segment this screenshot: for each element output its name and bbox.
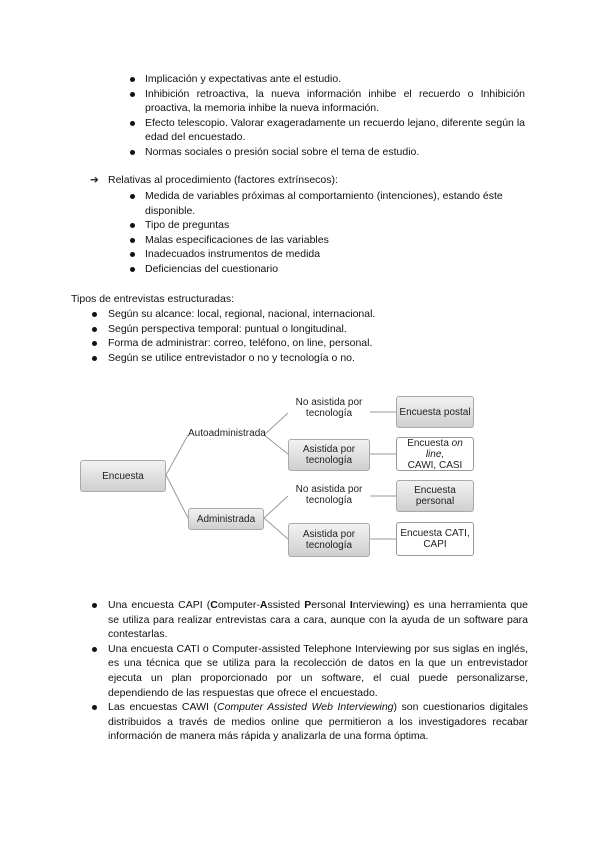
list-item: Forma de administrar: correo, teléfono, on line, personal. — [108, 336, 508, 351]
types-list — [108, 307, 508, 365]
bullet-icon — [130, 92, 135, 97]
list-item: Las encuestas CAWI (Computer Assisted Web Interviewing) son cuestionarios digitales distribuidos a través de medios online que permitieron a los investigadores recabar información de manera más rápida y analizarla de una forma óptima. — [108, 700, 528, 744]
top-bullet-list — [145, 72, 525, 160]
connector-line — [264, 435, 288, 454]
bullet-icon — [92, 356, 97, 361]
connector-line — [264, 518, 288, 539]
bullet-icon — [130, 223, 135, 228]
auto-tech-node: Asistida por tecnología — [288, 439, 370, 471]
list-item: Normas sociales o presión social sobre el tema de estudio. — [145, 145, 525, 160]
personal-node: Encuesta personal — [396, 480, 474, 512]
bullet-icon — [92, 705, 97, 710]
auto-node: Autoadministrada — [188, 428, 266, 439]
list-item: Malas especificaciones de las variables — [145, 233, 527, 248]
connector-line — [264, 413, 288, 435]
admin-tech-node: Asistida por tecnología — [288, 523, 370, 557]
list-item: Según su alcance: local, regional, nacional, internacional. — [108, 307, 508, 322]
connector-line — [166, 475, 188, 518]
list-item: Deficiencias del cuestionario — [145, 262, 527, 277]
bullet-icon — [130, 150, 135, 155]
admin-no-tech-node: No asistida por tecnología — [288, 484, 370, 506]
survey-types-diagram — [80, 390, 480, 565]
root-node: Encuesta — [80, 460, 166, 492]
bullet-icon — [92, 647, 97, 652]
bullet-icon — [92, 312, 97, 317]
bullet-icon — [130, 252, 135, 257]
procedure-list — [145, 189, 527, 277]
postal-node: Encuesta postal — [396, 396, 474, 428]
bullet-icon — [130, 77, 135, 82]
list-item: Medida de variables próximas al comportamiento (intenciones), estando éste disponible. — [145, 189, 527, 218]
bullet-icon — [130, 194, 135, 199]
list-item: Según perspectiva temporal: puntual o longitudinal. — [108, 322, 508, 337]
bullet-icon — [130, 121, 135, 126]
procedure-heading: ➔ Relativas al procedimiento (factores extrínsecos): — [90, 174, 338, 186]
connector-line — [166, 435, 188, 475]
bullet-icon — [130, 267, 135, 272]
connector-line — [264, 496, 288, 518]
bottom-bullet-list — [108, 598, 528, 744]
list-item: Una encuesta CATI o Computer-assisted Telephone Interviewing por sus siglas en inglés, es una técnica que se utiliza para la recolección de datos en la que un entrevistador ejecuta un plan proporcionado por un software, el cual puede personalizarse, dependiendo de las respuestas que ofrece el encuestado. — [108, 642, 528, 700]
bullet-icon — [130, 238, 135, 243]
list-item: Según se utilice entrevistador o no y tecnología o no. — [108, 351, 508, 366]
list-item: Inadecuados instrumentos de medida — [145, 247, 527, 262]
list-item: Tipo de preguntas — [145, 218, 527, 233]
admin-node: Administrada — [188, 508, 264, 530]
arrow-icon: ➔ — [90, 174, 99, 186]
cati-node: Encuesta CATI, CAPI — [396, 522, 474, 556]
list-item: Implicación y expectativas ante el estudio. — [145, 72, 525, 87]
list-item: Efecto telescopio. Valorar exageradamente un recuerdo lejano, diferente según la edad del encuestado. — [145, 116, 525, 145]
list-item: Una encuesta CAPI (Computer-Assisted Personal Interviewing) es una herramienta que se utiliza para realizar entrevistas cara a cara, aunque con la ayuda de un software para contestarlas. — [108, 598, 528, 642]
online-node: Encuesta on line, CAWI, CASI — [396, 437, 474, 471]
auto-no-tech-node: No asistida por tecnología — [288, 397, 370, 419]
types-heading: Tipos de entrevistas estructuradas: — [71, 293, 235, 305]
list-item: Inhibición retroactiva, la nueva información inhibe el recuerdo o Inhibición proactiva, la memoria inhibe la nueva información. — [145, 87, 525, 116]
bullet-icon — [92, 341, 97, 346]
bullet-icon — [92, 603, 97, 608]
bullet-icon — [92, 327, 97, 332]
